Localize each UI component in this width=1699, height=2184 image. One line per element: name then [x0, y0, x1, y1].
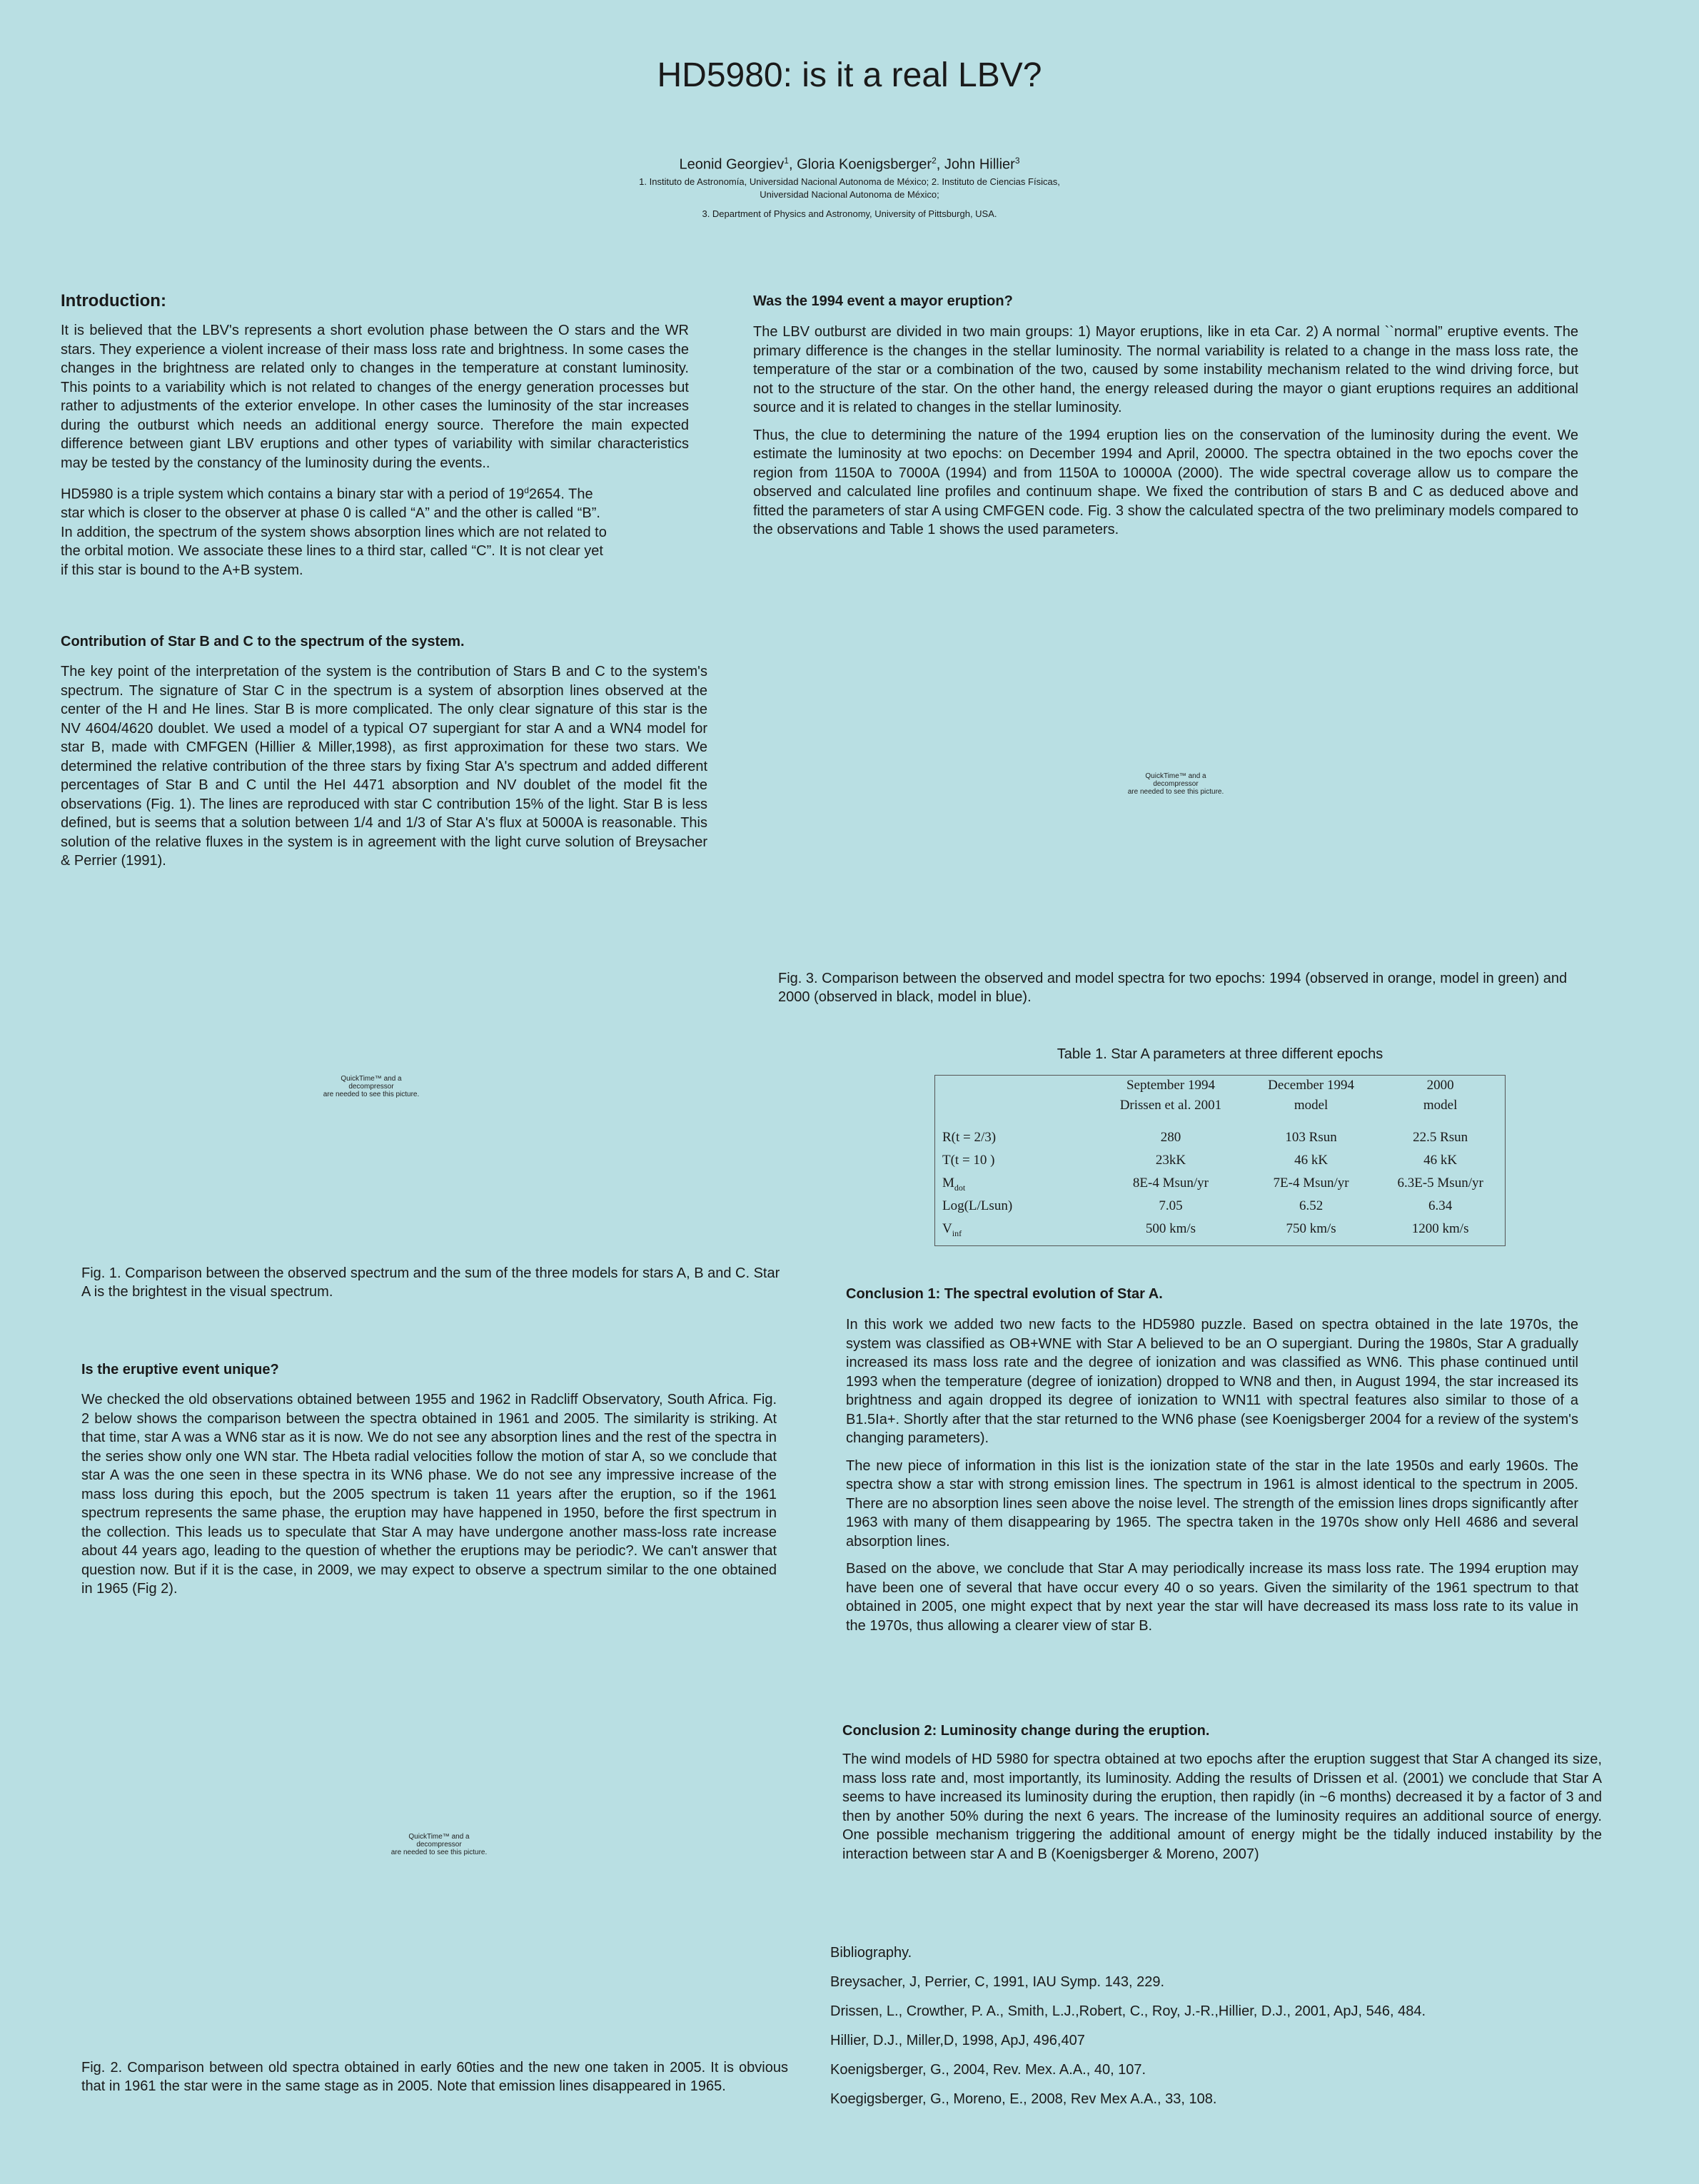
- figure-1-placeholder: [307, 1075, 435, 1098]
- figure-1-caption: Fig. 1. Comparison between the observed spectrum and the sum of the three models for stars A, B and C. Star A is the brightest in the visual spectrum.: [81, 1265, 780, 1300]
- table-header-cell: [1095, 1076, 1246, 1116]
- placeholder-text: QuickTime™ and a: [408, 1833, 470, 1841]
- mayor-paragraph: Thus, the clue to determining the nature of the 1994 eruption lies on the conservation of the luminosity during the event. We estimate the luminosity at two epochs: on December 1994 and April, 20000. The spectra obtained in the two epochs cover the region from 1150A to 7000A (1994) and from 1150A to 10000A (2000). The wide spectral coverage allow us to compare the observed and calculated line profiles and continuum shape. We fixed the contribution of stars B and C as deduced above and fitted the parameters of star A using CMFGEN code. Fig. 3 show the calculated spectra of the two preliminary models compared to the observations and Table 1 shows the used parameters.: [753, 427, 1578, 537]
- column-subheader: Drissen et al. 2001: [1119, 1098, 1222, 1113]
- table-cell: 1200 km/s: [1411, 1221, 1469, 1236]
- table-row: [935, 1176, 1505, 1198]
- figure-3-caption: Fig. 3. Comparison between the observed and model spectra for two epochs: 1994 (observed in orange, model in green) and 2000 (observed in black, model in blue).: [778, 971, 1568, 1005]
- table-cell: 103 Rsun: [1285, 1130, 1337, 1145]
- intro-text: In addition, the spectrum of the system shows absorption lines which are not related to: [61, 524, 607, 540]
- column-subheader: model: [1294, 1098, 1329, 1113]
- figure-2-placeholder: [375, 1833, 503, 1856]
- table-header-cell: [935, 1076, 1095, 1116]
- affiliation-line: Universidad Nacional Autonoma de México;: [760, 189, 939, 200]
- affiliation-line: 1. Instituto de Astronomía, Universidad Nacional Autonoma de México; 2. Instituto de Ciencias Físicas,: [639, 176, 1060, 187]
- intro-text: 2654. The: [528, 486, 593, 502]
- placeholder-text: decompressor: [348, 1083, 394, 1091]
- conclusion-1-paragraph: In this work we added two new facts to the HD5980 puzzle. Based on spectra obtained in the late 1970s, the system was classified as OB+WNE with Star A believed to be an O supergiant. During the 1980s, Star A gradually increased its mass loss rate and the degree of ionization and was classified as WN6. This phase continued until 1993 when the temperature (degree of ionization) dropped to WN8 and then, in August 1994, the star increased its brightness and again dropped its degree of ionization to WN11 with spectral features also similar to those of a B1.5Ia+. Shortly after that the star returned to the WN6 phase (see Koenigsberger 2004 for a review of the system's changing parameters).: [846, 1317, 1578, 1446]
- row-label: R(t = 2/3): [942, 1130, 997, 1145]
- intro-superscript: d: [524, 485, 529, 495]
- bibliography-item: Koegigsberger, G., Moreno, E., 2008, Rev Mex A.A., 33, 108.: [830, 2091, 1217, 2107]
- placeholder-text: are needed to see this picture.: [390, 1849, 488, 1856]
- unique-heading: Is the eruptive event unique?: [81, 1362, 279, 1377]
- table-cell: 46 kK: [1423, 1153, 1458, 1168]
- intro-text: the orbital motion. We associate these lines to a third star, called “C”. It is not clear yet: [61, 543, 603, 560]
- table-cell: 22.5 Rsun: [1413, 1130, 1468, 1145]
- bibliography: [830, 1938, 1426, 2114]
- contribution-heading: Contribution of Star B and C to the spectrum of the system.: [61, 634, 465, 649]
- table-row: [935, 1153, 1505, 1176]
- author-name: John Hillier: [944, 156, 1015, 173]
- unique-paragraph: We checked the old observations obtained between 1955 and 1962 in Radcliff Observatory, South Africa. Fig. 2 below shows the comparison between the spectra obtained in 1961 and 2005. The similarity is striking. At that time, star A was a WN6 star as it is now. We do not see any absorption lines and the rest of the spectra in the series show only one WN star. The Hbeta radial velocities follow the motion of star A, so we conclude that star A was the one seen in these spectra in its WN6 phase. We do not see any impressive increase of the mass loss during this epoch, but the 2005 spectrum is taken 11 years after the eruption, so if the 1961 spectrum represents the same phase, the eruption may have happened in 1950, before the first spectrum in the collection. This leads us to speculate that Star A may have undergone another mass-loss rate increase about 44 years ago, leading to the question of whether the eruptions may be periodic?. We can't answer that question now. But if it is the case, in 2009, we may expect to observe a spectrum similar to the one obtained in 1965 (Fig 2).: [81, 1392, 777, 1597]
- table-row: [935, 1221, 1505, 1244]
- poster-title: HD5980: is it a real LBV?: [657, 56, 1042, 94]
- table-cell: 6.3E-5 Msun/yr: [1397, 1176, 1483, 1190]
- table-1-title: Table 1. Star A parameters at three different epochs: [1057, 1046, 1383, 1062]
- bibliography-item: Drissen, L., Crowther, P. A., Smith, L.J.,Robert, C., Roy, J.-R.,Hillier, D.J., 2001, ApJ, 546, 484.: [830, 2003, 1426, 2019]
- conclusion-1-heading: Conclusion 1: The spectral evolution of Star A.: [846, 1286, 1163, 1302]
- table-cell: 750 km/s: [1286, 1221, 1336, 1236]
- figure-3-placeholder: [1111, 772, 1240, 796]
- table-row: [935, 1198, 1505, 1221]
- table-cell: 46 kK: [1294, 1153, 1329, 1168]
- intro-paragraph: [61, 481, 689, 580]
- column-header: December 1994: [1268, 1078, 1354, 1093]
- intro-text: HD5980 is a triple system which contains a binary star with a period of 19: [61, 486, 525, 502]
- row-label-subscript: dot: [954, 1182, 966, 1193]
- table-cell: 500 km/s: [1145, 1221, 1196, 1236]
- table-header-row: [935, 1076, 1505, 1116]
- star-a-parameters-table: [934, 1075, 1506, 1246]
- mayor-eruption-section: [753, 323, 1578, 548]
- row-label: [935, 1221, 1095, 1244]
- intro-paragraph: It is believed that the LBV's represents a short evolution phase between the O stars and the WR stars. They experience a violent increase of their mass loss rate and brightness. In some cases the changes in the brightness are related only to changes in the temperature at constant luminosity. This points to a variability which is not related to changes of the energy generation processes but rather to adjustments of the exterior envelope. In other cases the luminosity of the star increases during the outburst which needs an additional energy source. Therefore the main expected difference between giant LBV eruptions and other types of variability with similar characteristics may be tested by the constancy of the luminosity during the events..: [61, 323, 689, 471]
- placeholder-text: decompressor: [1153, 780, 1199, 788]
- bibliography-heading: Bibliography.: [830, 1945, 912, 1961]
- column-subheader: model: [1423, 1098, 1458, 1113]
- row-label-subscript: inf: [952, 1228, 962, 1238]
- figure-2-caption: Fig. 2. Comparison between old spectra obtained in early 60ties and the new one taken in 2005. It is obvious that in 1961 the star were in the same stage as in 2005. Note that emission lines disappeared in 1965.: [81, 2060, 788, 2094]
- author-affil-mark: 2: [932, 156, 937, 166]
- row-label-main: M: [942, 1176, 954, 1190]
- row-label-main: V: [942, 1221, 952, 1236]
- column-header: 2000: [1426, 1078, 1454, 1093]
- conclusion-2-heading: Conclusion 2: Luminosity change during the eruption.: [842, 1723, 1210, 1739]
- row-label: T(t = 10 ): [942, 1153, 995, 1168]
- conclusion-1-paragraph: Based on the above, we conclude that Star A may periodically increase its mass loss rate. The 1994 eruption may have been one of several that have occur every 40 o so years. Given the similarity of the 1961 spectrum to that obtained in 2005, one might expect that by next year the star will have decreased its mass loss rate to its value in the 1970s, thus allowing a clearer view of star B.: [846, 1561, 1578, 1634]
- table-cell: 7E-4 Msun/yr: [1273, 1176, 1349, 1190]
- bibliography-item: Koenigsberger, G., 2004, Rev. Mex. A.A., 40, 107.: [830, 2062, 1146, 2078]
- contribution-paragraph: The key point of the interpretation of the system is the contribution of Stars B and C to the system's spectrum. The signature of Star C in the spectrum is a system of absorption lines observed at the center of the H and He lines. Star B is more complicated. The only clear signature of this star is the NV 4604/4620 doublet. We used a model of a typical O7 supergiant for star A and a WN4 model for star B, made with CMFGEN (Hillier & Miller,1998), as first approximation for these two stars. We determined the relative contribution of the three stars by fixing Star A's spectrum and added different percentages of Star B and C until the HeI 4471 absorption and NV doublet of the model fit the observations (Fig. 1). The lines are reproduced with star C contribution 15% of the light. Star B is less defined, but is seems that a solution between 1/4 and 1/3 of Star A's flux at 5000A is reasonable. This solution of the relative fluxes in the system is in agreement with the light curve solution of Breysacher & Perrier (1991).: [61, 664, 707, 869]
- unique-section: [81, 1390, 777, 1607]
- author-name: Leonid Georgiev: [679, 156, 785, 173]
- placeholder-text: are needed to see this picture.: [323, 1091, 420, 1098]
- conclusion-1-section: [846, 1315, 1578, 1644]
- table-cell: 7.05: [1159, 1198, 1183, 1213]
- conclusion-2-section: [842, 1750, 1602, 1872]
- row-label: [935, 1176, 1095, 1198]
- placeholder-text: decompressor: [416, 1841, 462, 1849]
- table-header-cell: [1246, 1076, 1376, 1116]
- author-list: Leonid Georgiev$^1$, Gloria Koenigsberger$^2$, John Hillier$^3$: [679, 156, 1020, 173]
- bibliography-item: Hillier, D.J., Miller,D, 1998, ApJ, 496,407: [830, 2033, 1085, 2048]
- table-cell: 280: [1160, 1130, 1181, 1145]
- mayor-paragraph: The LBV outburst are divided in two main groups: 1) Mayor eruptions, like in eta Car. 2) A normal ``normal” eruptive events. The primary difference is the changes in the stellar luminosity. The normal variability is related to a change in the mass loss rate, the temperature of the star or a combination of the two, caused by some instability mechanism related to the wind driving force, but not to the structure of the star. On the other hand, the energy released during the mayor o giant eruptions requires an additional source and it is related to changes in the stellar luminosity.: [753, 324, 1578, 415]
- placeholder-text: QuickTime™ and a: [1145, 772, 1206, 780]
- table-header-cell: [1376, 1076, 1505, 1116]
- table-cell: 23kK: [1155, 1153, 1186, 1168]
- intro-text: star which is closer to the observer at phase 0 is called “A” and the other is called “B”.: [61, 505, 600, 522]
- table-cell: 6.34: [1428, 1198, 1453, 1213]
- author-affil-mark: 3: [1014, 156, 1020, 166]
- affiliation-line: 3. Department of Physics and Astronomy, University of Pittsburgh, USA.: [702, 208, 997, 219]
- table-cell: 8E-4 Msun/yr: [1132, 1176, 1209, 1190]
- row-label: Log(L/Lsun): [942, 1198, 1013, 1213]
- intro-heading: Introduction:: [61, 291, 166, 310]
- conclusion-1-paragraph: The new piece of information in this list is the ionization state of the star in the late 1950s and early 1960s. The spectra show a star with strong emission lines. The spectrum in 1961 is almost identical to the spectrum in 2005. There are no absorption lines seen above the noise level. The strength of the emission lines drops significantly after 1963 with many of them disappearing by 1965. The spectra taken in the 1970s show only HeII 4686 and several absorption lines.: [846, 1457, 1578, 1549]
- mayor-eruption-heading: Was the 1994 event a mayor eruption?: [753, 293, 1013, 309]
- column-header: September 1994: [1126, 1078, 1215, 1093]
- placeholder-text: QuickTime™ and a: [341, 1075, 402, 1083]
- intro-text: if this star is bound to the A+B system.: [61, 562, 303, 578]
- intro-section: [61, 321, 689, 580]
- bibliography-item: Breysacher, J, Perrier, C, 1991, IAU Symp. 143, 229.: [830, 1974, 1164, 1990]
- author-name: Gloria Koenigsberger: [797, 156, 932, 173]
- table-row: [935, 1130, 1505, 1153]
- contribution-section: [61, 662, 707, 879]
- placeholder-text: are needed to see this picture.: [1127, 788, 1224, 796]
- table-cell: 6.52: [1299, 1198, 1324, 1213]
- conclusion-2-paragraph: The wind models of HD 5980 for spectra obtained at two epochs after the eruption suggest that Star A changed its size, mass loss rate and, most importantly, its luminosity. Adding the results of Drissen et al. (2001) we conclude that Star A seems to have increased its luminosity during the eruption, then rapidly (in ~6 months) decreased it by a factor of 3 and then by another 50% during the next 6 years. The increase of the luminosity requires an additional source of energy. One possible mechanism triggering the additional amount of energy might be the tidally induced instability by the interaction between star A and B (Koenigsberger & Moreno, 2007): [842, 1751, 1602, 1862]
- author-affil-mark: 1: [784, 156, 789, 166]
